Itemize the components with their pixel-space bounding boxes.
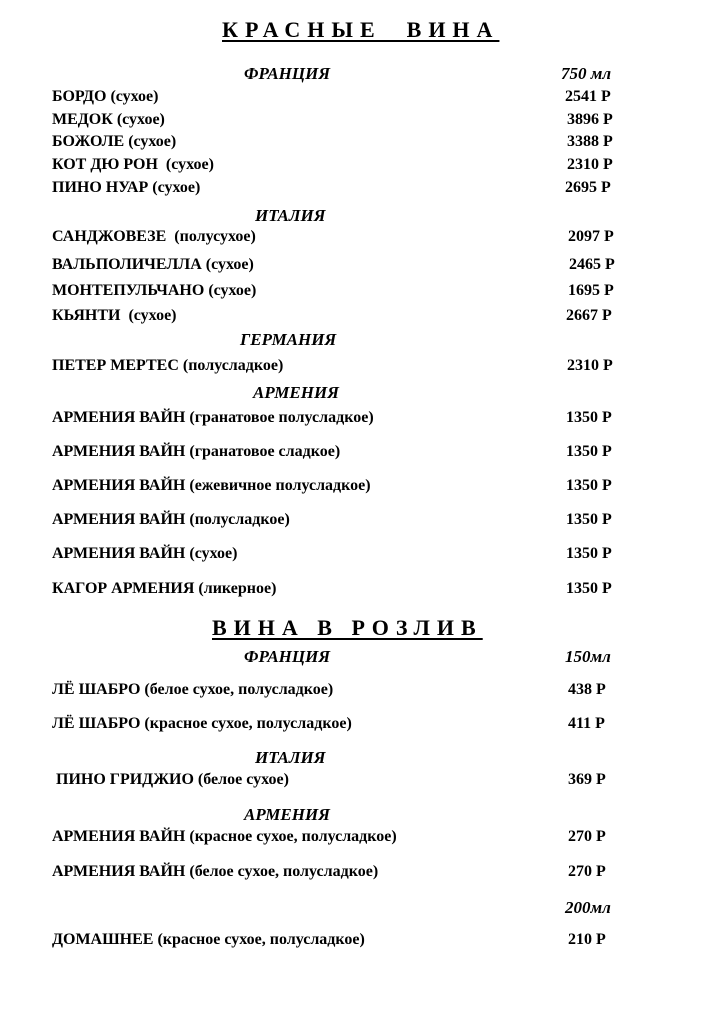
country-heading-france: ФРАНЦИЯ (244, 647, 331, 666)
list-item: ПИНО НУАР (сухое) (52, 179, 201, 196)
list-item: БОРДО (сухое) (52, 88, 159, 105)
item-price: 2097 Р (568, 228, 614, 245)
list-item: ВАЛЬПОЛИЧЕЛЛА (сухое) (52, 256, 254, 273)
item-price: 2541 Р (565, 88, 611, 105)
list-item: ЛЁ ШАБРО (белое сухое, полусладкое) (52, 681, 334, 698)
section-title-wines-by-glass: ВИНА В РОЗЛИВ (212, 615, 483, 640)
list-item: МОНТЕПУЛЬЧАНО (сухое) (52, 282, 257, 299)
item-price: 1350 Р (566, 545, 612, 562)
list-item: АРМЕНИЯ ВАЙН (гранатовое полусладкое) (52, 409, 374, 426)
list-item: МЕДОК (сухое) (52, 111, 165, 128)
item-price: 1350 Р (566, 409, 612, 426)
item-price: 1350 Р (566, 580, 612, 597)
list-item: КАГОР АРМЕНИЯ (ликерное) (52, 580, 277, 597)
item-price: 2667 Р (566, 307, 612, 324)
list-item: КОТ ДЮ РОН (сухое) (52, 156, 214, 173)
country-heading-armenia: АРМЕНИЯ (253, 383, 339, 402)
list-item: АРМЕНИЯ ВАЙН (гранатовое сладкое) (52, 443, 341, 460)
list-item: ПИНО ГРИДЖИО (белое сухое) (52, 771, 289, 788)
list-item: АРМЕНИЯ ВАЙН (ежевичное полусладкое) (52, 477, 371, 494)
item-price: 2695 Р (565, 179, 611, 196)
item-price: 2465 Р (569, 256, 615, 273)
item-price: 2310 Р (567, 357, 613, 374)
list-item: ДОМАШНЕЕ (красное сухое, полусладкое) (52, 931, 365, 948)
item-price: 1350 Р (566, 477, 612, 494)
country-heading-armenia: АРМЕНИЯ (244, 805, 330, 824)
section-title-red-wines: КРАСНЫЕ ВИНА (222, 17, 500, 42)
list-item: ПЕТЕР МЕРТЕС (полусладкое) (52, 357, 284, 374)
country-heading-italy: ИТАЛИЯ (255, 206, 326, 225)
item-price: 270 Р (568, 828, 606, 845)
list-item: ЛЁ ШАБРО (красное сухое, полусладкое) (52, 715, 352, 732)
item-price: 210 Р (568, 931, 606, 948)
volume-label: 150мл (565, 647, 611, 666)
item-price: 270 Р (568, 863, 606, 880)
item-price: 369 Р (568, 771, 606, 788)
item-price: 1350 Р (566, 511, 612, 528)
list-item: САНДЖОВЕЗЕ (полусухое) (52, 228, 256, 245)
item-price: 438 Р (568, 681, 606, 698)
country-heading-italy: ИТАЛИЯ (255, 748, 326, 767)
country-heading-france: ФРАНЦИЯ (244, 64, 331, 83)
list-item: АРМЕНИЯ ВАЙН (красное сухое, полусладкое) (52, 828, 397, 845)
list-item: БОЖОЛЕ (сухое) (52, 133, 177, 150)
volume-label: 200мл (565, 898, 611, 917)
item-price: 1695 Р (568, 282, 614, 299)
country-heading-germany: ГЕРМАНИЯ (240, 330, 337, 349)
item-price: 3388 Р (567, 133, 613, 150)
item-price: 2310 Р (567, 156, 613, 173)
list-item: КЬЯНТИ (сухое) (52, 307, 177, 324)
list-item: АРМЕНИЯ ВАЙН (белое сухое, полусладкое) (52, 863, 379, 880)
list-item: АРМЕНИЯ ВАЙН (полусладкое) (52, 511, 290, 528)
list-item: АРМЕНИЯ ВАЙН (сухое) (52, 545, 238, 562)
volume-label: 750 мл (561, 64, 612, 83)
item-price: 3896 Р (567, 111, 613, 128)
item-price: 1350 Р (566, 443, 612, 460)
item-price: 411 Р (568, 715, 605, 732)
